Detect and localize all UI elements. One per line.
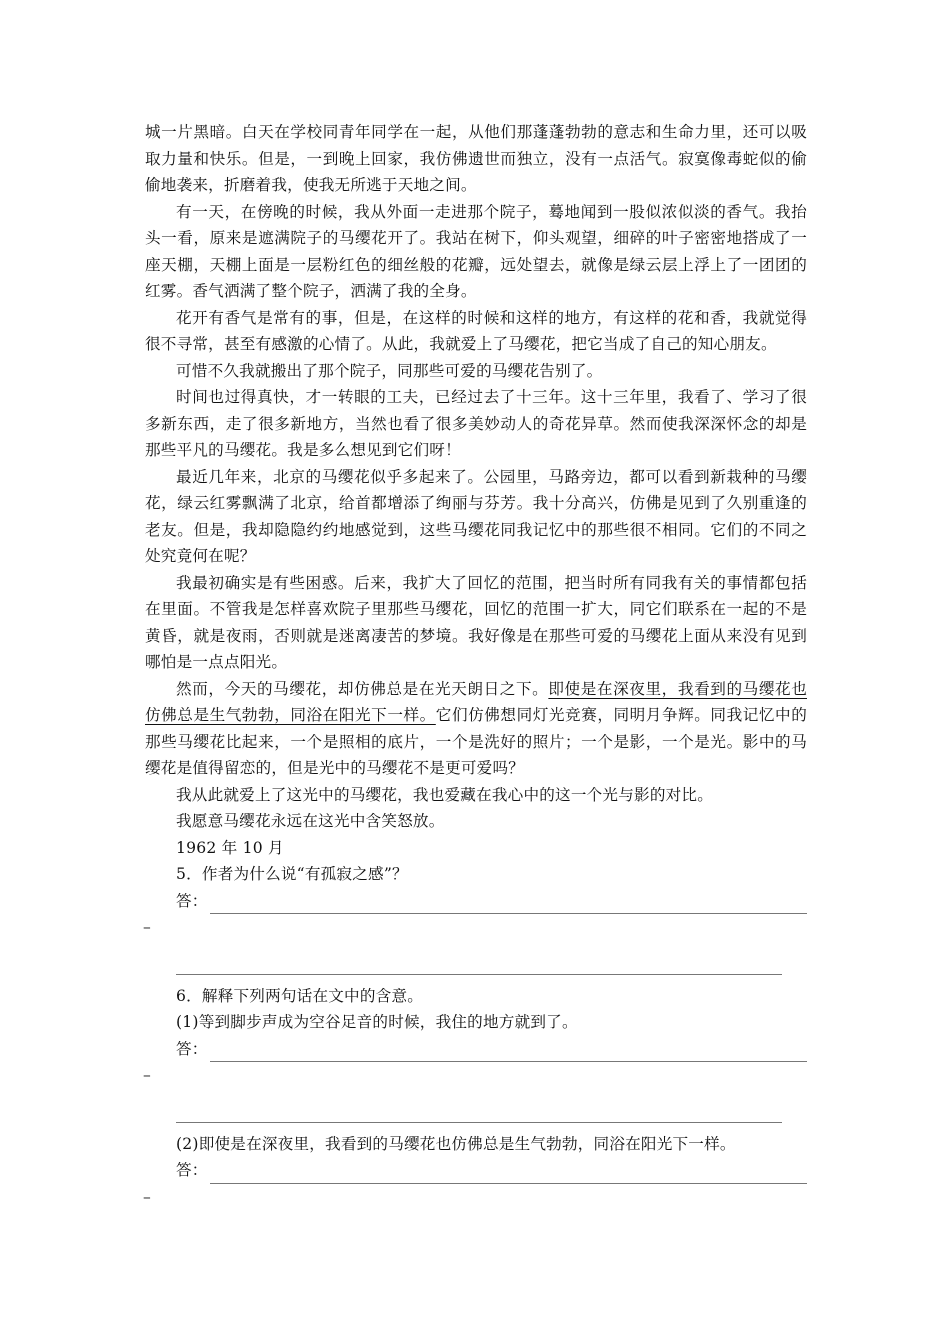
answer-row-6-2 bbox=[145, 1157, 807, 1184]
question-6-2: (2)即使是在深夜里，我看到的马缨花也仿佛总是生气勃勃，同浴在阳光下一样。 bbox=[176, 1134, 736, 1153]
paragraph-9: 我从此就爱上了这光中的马缨花，我也爱藏在我心中的这一个光与影的对比。 bbox=[176, 785, 713, 804]
paragraph-6: 最近几年来，北京的马缨花似乎多起来了。公园里，马路旁边，都可以看到新栽种的马缨花，绿云红雾飘满了北京，给首都增添了绚丽与芬芳。我十分高兴，仿佛是见到了久别重逢的老友。但是，我却隐隐约约地感觉到，这些马缨花同我记忆中的那些很不相同。它们的不同之处究竟何在呢？ bbox=[145, 467, 807, 565]
paragraph-8 bbox=[145, 676, 807, 782]
paragraph-2: 有一天，在傍晚的时候，我从外面一走进那个院子，蓦地闻到一股似浓似淡的香气。我抬头一看，原来是遮满院子的马缨花开了。我站在树下，仰头观望，细碎的叶子密密地搭成了一座天棚，天棚上面是一层粉红色的细丝般的花瓣，远处望去，就像是绿云层上浮上了一团团的红雾。香气洒满了整个院子，洒满了我的全身。 bbox=[145, 202, 807, 300]
paragraph-3: 花开有香气是常有的事，但是，在这样的时候和这样的地方，有这样的花和香，我就觉得很不寻常，甚至有感激的心情了。从此，我就爱上了马缨花，把它当成了自己的知心朋友。 bbox=[145, 308, 807, 353]
answer-row-5 bbox=[145, 888, 807, 915]
answer-label: 答： bbox=[176, 1161, 208, 1179]
answer-label: 答： bbox=[176, 891, 208, 910]
dash-mark: – bbox=[143, 918, 151, 936]
article-date: 1962 年 10 月 bbox=[176, 838, 284, 857]
paragraph-7: 我最初确实是有些困惑。后来，我扩大了回忆的范围，把当时所有同我有关的事情都包括在里面。不管我是怎样喜欢院子里那些马缨花，回忆的范围一扩大，同它们联系在一起的不是黄昏，就是夜雨，否则就是迷离凄苦的梦境。我好像是在那些可爱的马缨花上面从来没有见到哪怕是一点点阳光。 bbox=[145, 573, 807, 671]
underlined-sentence: 即使是在深夜里，我看到的马缨花也仿佛总是生气勃勃，同浴在阳光下一样。 bbox=[145, 679, 807, 724]
question-5: 5．作者为什么说“有孤寂之感”？ bbox=[176, 865, 408, 883]
dash-mark: – bbox=[143, 1187, 151, 1206]
question-6: 6．解释下列两句话在文中的含意。 bbox=[176, 986, 424, 1005]
paragraph-5: 时间也过得真快，才一转眼的工夫，已经过去了十三年。这十三年里，我看了、学习了很多新东西，走了很多新地方，当然也看了很多美妙动人的奇花异草。然而使我深深怀念的却是那些平凡的马缨花。我是多么想见到它们呀！ bbox=[145, 388, 807, 459]
answer-field-5[interactable] bbox=[210, 895, 807, 914]
paragraph-10: 我愿意马缨花永远在这光中含笑怒放。 bbox=[176, 812, 445, 830]
answer-field-6-1[interactable] bbox=[210, 1043, 807, 1062]
paragraph-1: 城一片黑暗。白天在学校同青年同学在一起，从他们那蓬蓬勃勃的意志和生命力里，还可以吸取力量和快乐。但是，一到晚上回家，我仿佛遗世而独立，没有一点活气。寂寞像毒蛇似的偷偷地袭来，折磨着我，使我无所逃于天地之间。 bbox=[145, 123, 807, 194]
paragraph-8-post: 它们仿佛想同灯光竞赛，同明月争辉。同我记忆中的那些马缨花比起来，一个是照相的底片，一个是洗好的照片；一个是影，一个是光。影中的马缨花是值得留恋的，但是光中的马缨花不是更可爱吗？ bbox=[145, 706, 807, 777]
dash-mark: – bbox=[143, 1066, 151, 1084]
article-body bbox=[145, 119, 807, 1210]
answer-label: 答： bbox=[176, 1039, 208, 1058]
answer-row-6-1 bbox=[145, 1036, 807, 1063]
paragraph-8-pre: 然而，今天的马缨花，却仿佛总是在光天朗日之下。 bbox=[176, 679, 549, 698]
question-6-1: (1)等到脚步声成为空谷足音的时候，我住的地方就到了。 bbox=[176, 1013, 578, 1031]
paragraph-4: 可惜不久我就搬出了那个院子，同那些可爱的马缨花告别了。 bbox=[176, 361, 603, 380]
answer-field-6-2[interactable] bbox=[210, 1165, 807, 1184]
